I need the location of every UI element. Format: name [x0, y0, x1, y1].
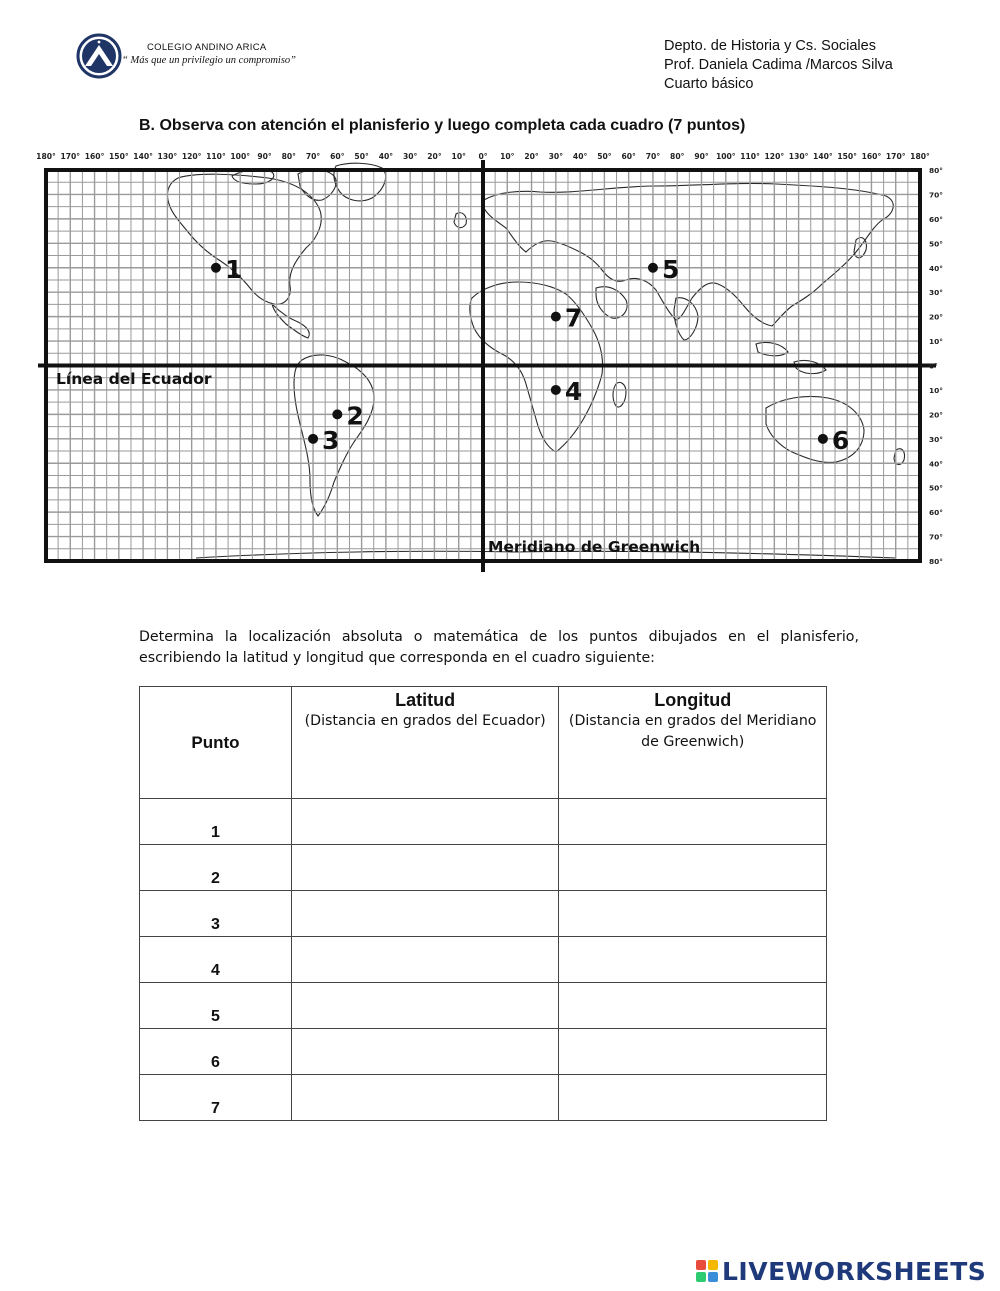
table-row — [140, 845, 827, 891]
latitude-label: 10° — [929, 337, 943, 347]
longitude-label: 160° — [84, 152, 105, 161]
row-number: 6 — [140, 1029, 292, 1075]
answer-table — [139, 686, 827, 1121]
row-number: 7 — [140, 1075, 292, 1121]
latitud-cell — [291, 845, 559, 891]
longitude-label: 10° — [500, 152, 515, 161]
longitud-cell — [559, 1075, 827, 1121]
longitud-input-7[interactable] — [559, 1076, 826, 1120]
map-frame — [38, 160, 936, 572]
longitude-label: 20° — [427, 152, 442, 161]
map-point-label: 4 — [564, 376, 583, 406]
latitud-input-3[interactable] — [292, 892, 559, 936]
longitude-label: 100° — [715, 152, 736, 161]
longitud-input-5[interactable] — [559, 984, 826, 1028]
longitud-cell — [559, 983, 827, 1029]
latitude-label: 30° — [929, 288, 943, 298]
latitud-input-5[interactable] — [292, 984, 559, 1028]
longitud-input-3[interactable] — [559, 892, 826, 936]
map-point-3 — [308, 434, 318, 444]
longitude-label: 10° — [451, 152, 466, 161]
longitud-subtitle: (Distancia en grados del Meridiano de Greenwich) — [568, 713, 817, 750]
brand-block — [708, 1272, 718, 1282]
row-number: 3 — [140, 891, 292, 937]
longitud-cell — [559, 799, 827, 845]
longitude-label: 70° — [645, 152, 661, 161]
latitud-cell — [291, 1029, 559, 1075]
longitud-cell — [559, 937, 827, 983]
map-point-4 — [551, 385, 561, 395]
table-row — [140, 983, 827, 1029]
longitud-cell — [559, 891, 827, 937]
longitud-input-6[interactable] — [559, 1030, 826, 1074]
liveworksheets-brand: LIVEWORKSHEETS — [722, 1256, 987, 1286]
latitude-label: 10° — [929, 385, 943, 395]
longitude-label: 170° — [60, 152, 81, 161]
longitude-label: 150° — [109, 152, 129, 161]
longitude-label: 40° — [378, 152, 394, 161]
longitude-label: 60° — [330, 152, 345, 161]
header-punto: Punto — [140, 687, 292, 799]
longitude-label: 0° — [478, 152, 488, 161]
table-row — [140, 937, 827, 983]
map-points — [211, 255, 849, 455]
longitude-label: 110° — [740, 152, 760, 161]
map-point-label: 5 — [661, 254, 680, 284]
map-point-label: 2 — [346, 401, 364, 431]
longitude-label: 80° — [670, 152, 685, 161]
longitude-label: 90° — [257, 152, 272, 161]
latitud-input-4[interactable] — [292, 938, 559, 982]
latitude-label: 20° — [929, 312, 943, 322]
liveworksheets-blocks-icon — [696, 1260, 718, 1282]
world-map-svg — [36, 148, 952, 576]
latitude-label: 70° — [929, 532, 943, 542]
map-point-1 — [211, 263, 221, 273]
map-point-label: 1 — [224, 254, 243, 284]
latitud-cell — [291, 891, 559, 937]
table-row — [140, 1029, 827, 1075]
longitude-label: 90° — [694, 152, 709, 161]
latitud-subtitle: (Distancia en grados del Ecuador) — [304, 713, 546, 729]
latitud-cell — [291, 1075, 559, 1121]
department-info — [664, 37, 893, 94]
table-header-row — [140, 687, 827, 799]
longitud-input-1[interactable] — [559, 800, 826, 844]
longitude-label: 30° — [548, 152, 564, 161]
table-row — [140, 799, 827, 845]
latitude-label: 80° — [929, 557, 943, 566]
brand-block — [696, 1272, 706, 1282]
map-point-7 — [551, 312, 561, 322]
longitude-label: 130° — [788, 152, 809, 161]
map-point-label: 3 — [322, 425, 340, 455]
longitude-label: 70° — [305, 152, 321, 161]
table-row — [140, 891, 827, 937]
longitude-label: 20° — [524, 152, 539, 161]
map-point-2 — [332, 409, 342, 419]
liveworksheets-logo — [696, 1255, 986, 1287]
latitude-label: 40° — [929, 263, 943, 273]
longitude-label: 110° — [206, 152, 226, 161]
world-map — [36, 148, 952, 576]
longitude-label: 140° — [133, 152, 153, 161]
greenwich-meridian-label: Meridiano de Greenwich — [488, 538, 701, 556]
department-line: Depto. de Historia y Cs. Sociales — [664, 38, 876, 54]
longitud-cell — [559, 1029, 827, 1075]
teachers-line: Prof. Daniela Cadima /Marcos Silva — [664, 57, 893, 73]
longitude-label: 120° — [181, 152, 202, 161]
latitud-cell — [291, 983, 559, 1029]
latitude-label: 20° — [929, 410, 943, 420]
latitude-label: 40° — [929, 459, 943, 469]
longitude-label: 60° — [621, 152, 636, 161]
longitude-label: 180° — [910, 152, 930, 161]
longitude-label: 40° — [572, 152, 588, 161]
longitude-label: 100° — [230, 152, 251, 161]
row-number: 2 — [140, 845, 292, 891]
grade-line: Cuarto básico — [664, 76, 754, 92]
latitude-label: 60° — [929, 508, 943, 518]
longitud-input-4[interactable] — [559, 938, 826, 982]
latitude-label: 0° — [929, 361, 938, 371]
longitude-label: 180° — [36, 152, 56, 161]
longitud-cell — [559, 845, 827, 891]
longitude-label: 160° — [861, 152, 882, 161]
latitud-cell — [291, 937, 559, 983]
longitud-title: Longitud — [654, 690, 732, 710]
longitude-label: 30° — [402, 152, 418, 161]
latitud-input-6[interactable] — [292, 1030, 559, 1074]
instructions-paragraph: Determina la localización absoluta o matemática de los puntos dibujados en el planisferio, escribiendo la latitud y longitud que corresponda en el cuadro siguiente: — [139, 629, 859, 666]
school-name: COLEGIO ANDINO ARICA — [147, 42, 267, 53]
latitude-label: 60° — [929, 214, 943, 224]
table-row — [140, 1075, 827, 1121]
longitude-label: 150° — [837, 152, 857, 161]
map-point-label: 7 — [564, 303, 583, 333]
longitud-input-2[interactable] — [559, 846, 826, 890]
latitud-input-2[interactable] — [292, 846, 559, 890]
header-latitud — [291, 687, 559, 799]
latitude-label: 50° — [929, 239, 943, 249]
row-number: 1 — [140, 799, 292, 845]
row-number: 5 — [140, 983, 292, 1029]
latitud-title: Latitud — [395, 690, 456, 710]
latitud-input-7[interactable] — [292, 1076, 559, 1120]
latitude-label: 30° — [929, 434, 943, 444]
longitude-label: 80° — [281, 152, 296, 161]
latitud-cell — [291, 799, 559, 845]
longitude-label: 50° — [597, 152, 612, 161]
brand-block — [708, 1260, 718, 1270]
latitude-label: 80° — [929, 166, 943, 175]
map-degree-labels — [36, 152, 943, 566]
longitude-label: 140° — [813, 152, 833, 161]
latitud-input-1[interactable] — [292, 800, 559, 844]
longitude-label: 50° — [354, 152, 369, 161]
map-point-label: 6 — [831, 425, 850, 455]
row-number: 4 — [140, 937, 292, 983]
map-point-5 — [648, 263, 658, 273]
map-point-6 — [818, 434, 828, 444]
equator-label: Línea del Ecuador — [56, 370, 212, 388]
header-longitud — [559, 687, 827, 799]
school-logo — [76, 33, 122, 79]
brand-block — [696, 1260, 706, 1270]
longitude-label: 120° — [764, 152, 785, 161]
continent-outlines — [167, 163, 904, 558]
latitude-label: 70° — [929, 190, 943, 200]
school-motto: “ Más que un privilegio un compromiso” — [122, 55, 297, 66]
longitude-label: 130° — [157, 152, 178, 161]
longitude-label: 170° — [885, 152, 906, 161]
latitude-label: 50° — [929, 483, 943, 493]
instruction-b: B. Observa con atención el planisferio y luego completa cada cuadro (7 puntos) — [139, 117, 746, 134]
